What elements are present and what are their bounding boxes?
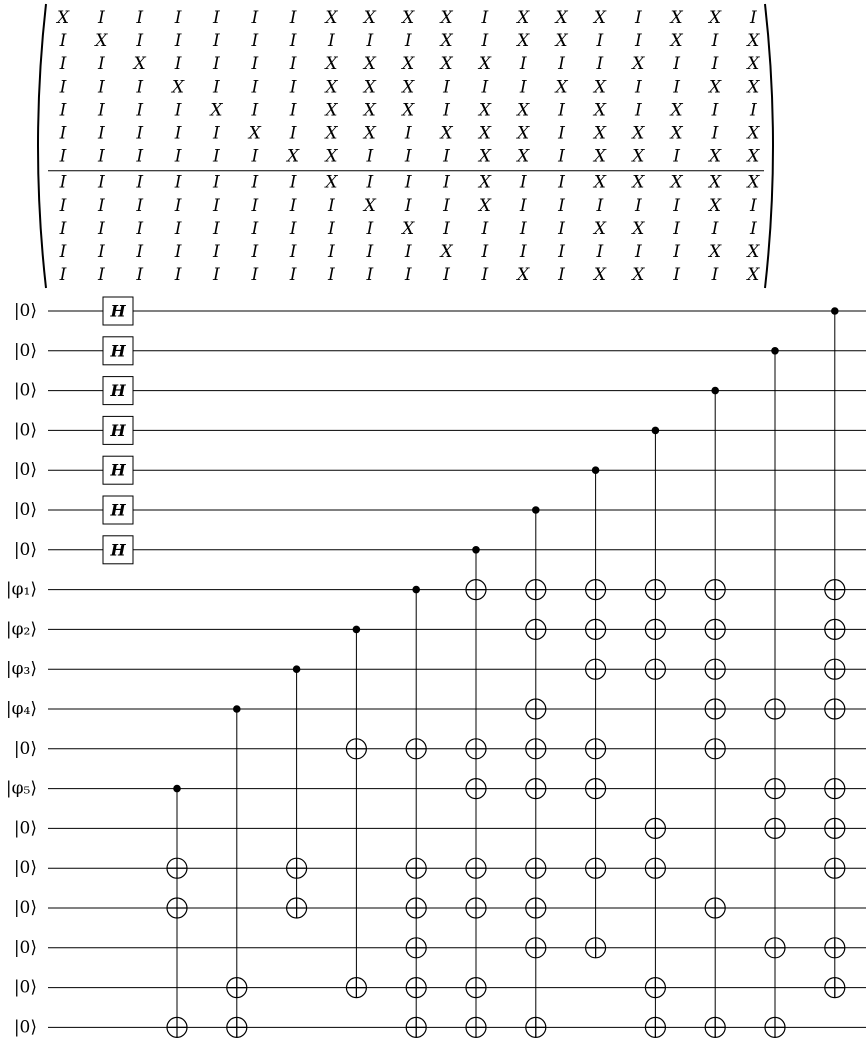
matrix-cell: I [366, 31, 374, 52]
matrix-cell: X [632, 54, 645, 75]
matrix-cell: I [289, 218, 297, 239]
matrix-cell: I [289, 123, 297, 144]
matrix-cell: I [634, 31, 642, 52]
matrix-cell: X [593, 218, 606, 239]
matrix-cell: I [481, 77, 489, 98]
matrix-cell: I [289, 77, 297, 98]
wire-label: |0⟩ [13, 1017, 37, 1038]
control-dot [412, 586, 420, 594]
matrix-cell: I [711, 31, 719, 52]
matrix-cell: I [97, 242, 105, 262]
matrix-cell: I [481, 8, 489, 28]
matrix-cell: X [517, 31, 530, 52]
matrix-cell: I [481, 242, 489, 262]
matrix-cell: X [440, 54, 453, 75]
matrix-cell: X [172, 77, 185, 98]
matrix-cell: I [59, 146, 67, 167]
wire-label: |φ₄⟩ [5, 699, 37, 719]
matrix-cell: I [251, 218, 259, 239]
matrix-cell: I [634, 100, 642, 121]
matrix-cell: I [481, 218, 489, 239]
matrix-cell: X [747, 146, 760, 167]
matrix-cell: I [213, 265, 220, 286]
matrix-cell: I [59, 242, 67, 262]
matrix-cell: I [443, 195, 450, 216]
matrix-cell: I [136, 195, 144, 216]
matrix-cell: I [289, 8, 297, 28]
matrix-cell: X [517, 146, 530, 167]
matrix-cell: I [136, 172, 144, 193]
matrix-cell: I [673, 242, 680, 262]
wire-label: |0⟩ [13, 738, 37, 759]
matrix-cell: I [749, 195, 757, 216]
matrix-cell: I [97, 265, 105, 286]
matrix-cell: X [325, 8, 338, 28]
matrix-cell: I [558, 172, 565, 193]
matrix-cell: X [670, 8, 683, 28]
wire-label: |0⟩ [13, 898, 37, 918]
matrix-cell: I [289, 31, 297, 52]
matrix-cell: I [749, 8, 757, 28]
matrix-cell: I [174, 8, 182, 28]
matrix-cell: I [289, 242, 297, 262]
matrix-cell: I [711, 265, 719, 286]
matrix-cell: I [251, 100, 259, 121]
control-dot [592, 466, 600, 474]
matrix-cell: I [558, 100, 565, 121]
matrix-cell: I [59, 54, 67, 75]
matrix-cell: X [478, 54, 491, 75]
matrix-cell: I [328, 242, 335, 262]
control-dot [173, 785, 181, 793]
matrix-cell: I [443, 172, 450, 193]
matrix-cell: I [97, 77, 105, 98]
matrix-cell: X [517, 8, 530, 28]
matrix-cell: X [210, 100, 223, 121]
matrix-cell: I [136, 123, 144, 144]
matrix-cell: I [97, 146, 105, 167]
matrix-cell: X [708, 146, 722, 167]
matrix-cell: I [558, 242, 565, 262]
matrix-cell: X [708, 172, 722, 193]
matrix-cell: I [673, 195, 680, 216]
matrix-cell: I [328, 218, 335, 239]
matrix-cell: I [59, 195, 67, 216]
matrix-cell: I [174, 218, 182, 239]
matrix-cell: I [558, 195, 565, 216]
matrix-cell: X [325, 54, 338, 75]
control-dot [532, 506, 540, 514]
matrix-cell: X [670, 123, 683, 144]
matrix-cell: I [443, 146, 450, 167]
matrix-cell: I [558, 54, 565, 75]
matrix-cell: I [174, 54, 182, 75]
matrix-cell: I [174, 100, 182, 121]
matrix-cell: I [174, 172, 182, 193]
matrix-cell: X [402, 100, 415, 121]
matrix-cell: X [440, 8, 453, 28]
matrix-cell: X [287, 146, 300, 167]
matrix-cell: I [136, 77, 144, 98]
matrix-cell: X [478, 123, 491, 144]
matrix-cell: X [325, 172, 338, 193]
matrix-cell: I [59, 123, 67, 144]
matrix-cell: I [404, 242, 412, 262]
wire-label: |0⟩ [13, 977, 37, 998]
matrix-cell: I [366, 172, 374, 193]
matrix-cell: X [747, 123, 760, 144]
matrix-left-bracket [38, 4, 46, 288]
wire-label: |φ₂⟩ [5, 619, 37, 640]
matrix-cell: X [478, 172, 491, 193]
matrix-cell: X [478, 146, 491, 167]
matrix-cell: I [251, 77, 259, 98]
matrix-cell: I [174, 31, 182, 52]
matrix-cell: I [59, 77, 67, 98]
matrix-cell: I [366, 265, 374, 286]
matrix-cell: I [289, 195, 297, 216]
matrix-cell: I [136, 146, 144, 167]
matrix-cell: X [593, 265, 606, 286]
matrix-cell: I [443, 218, 450, 239]
matrix-cell: I [596, 31, 604, 52]
matrix-cell: I [213, 54, 220, 75]
matrix-cell: X [593, 123, 606, 144]
wire-label: |0⟩ [13, 340, 37, 361]
hadamard-gate-label: H [110, 301, 126, 321]
hadamard-gate-label: H [110, 460, 126, 480]
matrix-cell: I [519, 172, 527, 193]
matrix-cell: I [366, 218, 374, 239]
wire-label: |φ₃⟩ [5, 659, 37, 680]
matrix-cell: I [136, 242, 144, 262]
matrix-cell: I [251, 146, 259, 167]
matrix-cell: X [440, 123, 453, 144]
matrix-cell: I [749, 100, 757, 121]
matrix-cell: X [517, 265, 530, 286]
matrix-cell: I [59, 100, 67, 121]
matrix-cell: I [97, 195, 105, 216]
matrix-cell: I [328, 265, 335, 286]
matrix-cell: I [59, 265, 67, 286]
matrix-cell: I [97, 123, 105, 144]
matrix-cell: X [670, 172, 683, 193]
matrix-cell: I [634, 242, 642, 262]
matrix-cell: I [634, 77, 642, 98]
matrix-cell: X [440, 242, 453, 262]
matrix-cell: X [593, 8, 606, 28]
matrix-cell: I [519, 77, 527, 98]
matrix-cell: I [289, 172, 297, 193]
matrix-cell: I [251, 265, 259, 286]
matrix-cell: I [136, 265, 144, 286]
matrix-cell: I [558, 265, 565, 286]
matrix-cell: I [136, 31, 144, 52]
matrix-cell: I [634, 8, 642, 28]
matrix-cell: I [289, 54, 297, 75]
matrix-cell: X [517, 100, 530, 121]
matrix-cell: I [213, 77, 220, 98]
matrix-cell: X [363, 195, 376, 216]
matrix-cell: I [404, 146, 412, 167]
matrix-cell: X [632, 172, 645, 193]
matrix-cell: I [174, 123, 182, 144]
matrix-cell: X [478, 195, 491, 216]
matrix-cell: I [711, 54, 719, 75]
matrix-cell: I [711, 218, 719, 239]
matrix-cell: I [213, 195, 220, 216]
hadamard-gate-label: H [110, 341, 126, 361]
matrix-cell: I [443, 100, 450, 121]
wire-label: |0⟩ [13, 380, 37, 401]
matrix-cell: I [596, 195, 604, 216]
matrix-cell: I [366, 242, 374, 262]
matrix-cell: I [174, 146, 182, 167]
matrix-cell: I [174, 242, 182, 262]
hadamard-gate-label: H [110, 420, 126, 440]
matrix-cell: I [97, 54, 105, 75]
matrix-cell: I [673, 218, 680, 239]
wire-label: |0⟩ [13, 937, 37, 958]
matrix-cell: X [325, 100, 338, 121]
control-dot [472, 546, 480, 554]
control-dot [652, 427, 660, 435]
matrix-cell: I [634, 195, 642, 216]
matrix-cell: X [133, 54, 146, 75]
matrix-cell: X [632, 146, 645, 167]
matrix-cell: X [325, 77, 338, 98]
wire-label: |0⟩ [13, 301, 37, 321]
wire-label: |0⟩ [13, 539, 37, 560]
control-dot [293, 665, 301, 673]
matrix-cell: I [251, 54, 259, 75]
matrix-cell: I [404, 31, 412, 52]
matrix-cell: X [363, 8, 376, 28]
matrix-cell: I [213, 31, 220, 52]
matrix-cell: X [747, 77, 760, 98]
matrix-cell: I [59, 218, 67, 239]
matrix-cell: X [593, 146, 606, 167]
wire-label: |0⟩ [13, 818, 37, 839]
matrix-cell: I [251, 31, 259, 52]
matrix-cell: X [363, 77, 376, 98]
matrix-cell: I [328, 195, 335, 216]
matrix-cell: X [708, 242, 722, 262]
matrix-cell: I [136, 8, 144, 28]
matrix-cell: X [708, 195, 722, 216]
matrix-cell: I [97, 8, 105, 28]
matrix-cell: I [251, 242, 259, 262]
matrix-cell: X [402, 218, 415, 239]
matrix-cell: I [213, 123, 220, 144]
matrix-cell: I [558, 218, 565, 239]
matrix-cell: X [363, 123, 376, 144]
matrix-cell: X [670, 31, 683, 52]
matrix-cell: I [213, 172, 220, 193]
matrix-cell: X [747, 54, 760, 75]
matrix-cell: I [174, 195, 182, 216]
wire-label: |φ₁⟩ [5, 579, 37, 600]
matrix-cell: X [593, 77, 606, 98]
control-dot [771, 347, 779, 355]
matrix-cell: I [59, 31, 67, 52]
matrix-cell: X [747, 265, 760, 286]
control-dot [831, 307, 839, 315]
matrix-cell: I [673, 77, 680, 98]
hadamard-gate-label: H [110, 540, 126, 560]
wire-label: |0⟩ [13, 460, 37, 481]
matrix-cell: I [328, 31, 335, 52]
matrix-cell: I [711, 123, 719, 144]
control-dot [711, 387, 719, 395]
matrix-cell: X [478, 100, 491, 121]
matrix-cell: X [670, 100, 683, 121]
matrix-cell: I [749, 218, 757, 239]
matrix-cell: I [519, 242, 527, 262]
matrix-cell: I [558, 123, 565, 144]
matrix-cell: I [558, 146, 565, 167]
matrix-cell: X [95, 31, 108, 52]
matrix-cell: X [402, 8, 415, 28]
stabilizer-matrix [38, 4, 773, 288]
matrix-cell: I [519, 195, 527, 216]
matrix-cell: I [481, 31, 489, 52]
matrix-cell: I [251, 172, 259, 193]
matrix-cell: I [97, 100, 105, 121]
matrix-cell: X [363, 100, 376, 121]
matrix-cell: X [632, 123, 645, 144]
matrix-cell: X [363, 54, 376, 75]
matrix-cell: X [555, 77, 568, 98]
matrix-cell: I [404, 172, 412, 193]
matrix-cell: X [747, 242, 760, 262]
matrix-cell: X [708, 77, 722, 98]
matrix-cell: I [59, 172, 67, 193]
matrix-cell: X [747, 31, 760, 52]
matrix-cell: I [289, 100, 297, 121]
matrix-cell: I [366, 146, 374, 167]
quantum-circuit [6, 297, 866, 1037]
matrix-cell: I [289, 265, 297, 286]
matrix-cell: X [56, 8, 70, 28]
matrix-cell: I [404, 265, 412, 286]
hadamard-gate-label: H [110, 381, 126, 401]
matrix-cell: I [213, 146, 220, 167]
matrix-cell: X [555, 8, 568, 28]
matrix-cell: I [673, 146, 680, 167]
matrix-cell: I [136, 218, 144, 239]
wire-label: |0⟩ [13, 420, 37, 441]
control-dot [353, 626, 361, 634]
wire-label: |φ₅⟩ [5, 778, 37, 799]
matrix-cell: X [555, 31, 568, 52]
matrix-right-bracket [765, 4, 773, 288]
matrix-cell: I [481, 265, 489, 286]
matrix-cell: X [402, 77, 415, 98]
matrix-cell: X [632, 265, 645, 286]
matrix-cell: I [443, 77, 450, 98]
matrix-cell: I [213, 218, 220, 239]
matrix-cell: I [213, 8, 220, 28]
matrix-cell: I [97, 218, 105, 239]
control-dot [233, 705, 241, 713]
hadamard-gate-label: H [110, 500, 126, 520]
matrix-cell: X [593, 100, 606, 121]
matrix-cell: I [251, 195, 259, 216]
wire-label: |0⟩ [13, 858, 37, 879]
matrix-cell: I [673, 265, 680, 286]
matrix-cell: I [404, 123, 412, 144]
matrix-cell: I [97, 172, 105, 193]
matrix-cell: I [213, 242, 220, 262]
matrix-cell: I [404, 195, 412, 216]
matrix-cell: I [519, 218, 527, 239]
matrix-cell: I [136, 100, 144, 121]
matrix-cell: I [596, 242, 604, 262]
matrix-cell: I [711, 100, 719, 121]
matrix-cell: X [632, 218, 645, 239]
matrix-cell: X [747, 172, 760, 193]
wire-label: |0⟩ [13, 500, 37, 520]
matrix-cell: X [402, 54, 415, 75]
matrix-cell: I [251, 8, 259, 28]
matrix-cell: I [443, 265, 450, 286]
matrix-cell: I [174, 265, 182, 286]
matrix-cell: X [325, 123, 338, 144]
matrix-cell: X [708, 8, 722, 28]
matrix-cell: I [673, 54, 680, 75]
matrix-cell: X [517, 123, 530, 144]
matrix-cell: X [593, 172, 606, 193]
matrix-cell: I [596, 54, 604, 75]
matrix-cell: X [440, 31, 453, 52]
matrix-cell: X [325, 146, 338, 167]
matrix-cell: I [519, 54, 527, 75]
matrix-cell: X [248, 123, 261, 144]
